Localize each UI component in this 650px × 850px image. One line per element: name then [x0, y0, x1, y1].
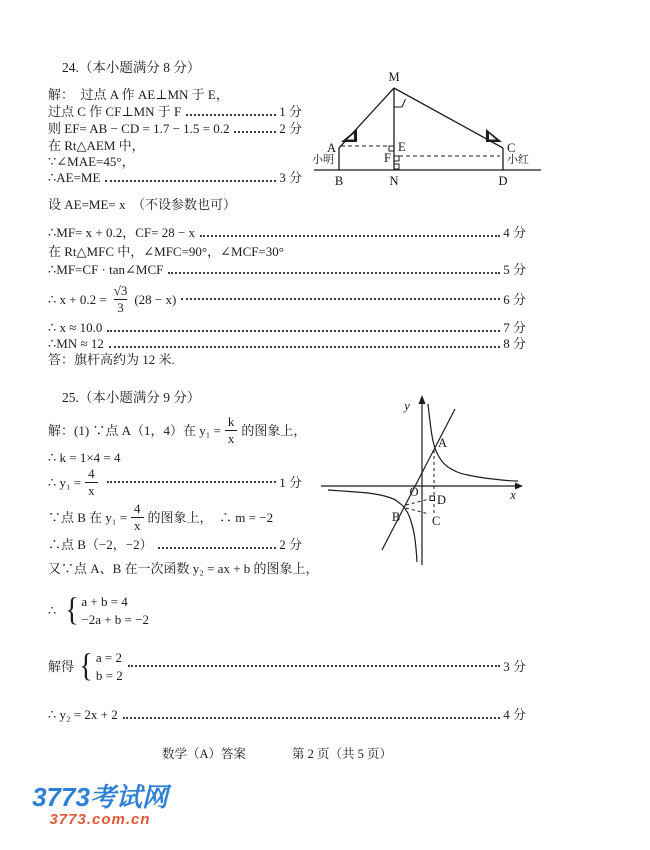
line-text: (28 − x)	[134, 291, 177, 307]
dotted-leader	[107, 481, 277, 483]
line-text: ∴ k = 1×4 = 4	[48, 450, 121, 465]
line-text: 又∵点 A、B 在一次函数 y₂ = ax + b 的图象上，	[48, 561, 319, 576]
label-point-B: B	[391, 510, 401, 524]
solution-line	[48, 153, 135, 170]
solution-line	[48, 86, 229, 103]
line-text: 在 Rt△MFC 中，∠MFC=90°，∠MCF=30°	[48, 244, 285, 259]
solution-line	[48, 103, 302, 120]
flagpole-diagram-svg	[310, 62, 545, 194]
solution-line	[48, 319, 526, 336]
solution-line-fraction	[48, 414, 306, 446]
system-equations	[96, 650, 123, 683]
line-text: 解： 过点 A 作 AE⊥MN 于 E，	[48, 87, 229, 102]
score-mark: 4 分	[503, 707, 526, 722]
solve-label: 解得	[48, 658, 75, 674]
question-24-header: 24.（本小题满分 8 分）	[62, 60, 201, 75]
fraction	[111, 284, 131, 314]
fraction	[225, 415, 238, 445]
line-text: 的图象上，	[241, 422, 307, 438]
dotted-leader	[107, 330, 500, 332]
watermark-site-domain: 3773.com.cn	[49, 811, 151, 828]
score-mark: 7 分	[503, 320, 526, 335]
line-text: ∴ x + 0.2 =	[48, 291, 107, 307]
solution-line	[48, 224, 526, 241]
label-point-C: C	[432, 514, 441, 528]
line-text: ∴ x ≈ 10.0	[48, 320, 103, 335]
dotted-leader	[200, 235, 500, 237]
score-mark: 3 分	[279, 170, 302, 185]
score-mark: 2 分	[279, 121, 302, 136]
score-mark: 1 分	[279, 474, 302, 490]
dotted-leader	[128, 665, 501, 667]
dotted-leader	[158, 547, 277, 549]
line-text: 解：(1) ∵点 A（1，4）在 y₁ =	[48, 422, 221, 438]
line-text: ∵点 B 在 y₁ =	[48, 509, 128, 525]
fraction-denominator: x	[225, 430, 238, 446]
question-25-header: 25.（本小题满分 9 分）	[62, 390, 201, 405]
dotted-leader	[105, 180, 276, 182]
equation-1: a = 2	[95, 649, 122, 665]
equation-system	[48, 588, 149, 632]
dotted-leader	[186, 114, 276, 116]
solution-line	[48, 120, 302, 137]
label-xiaoming: 小明	[312, 154, 334, 166]
line-text: 的图象上， ∴ m = −2	[147, 509, 274, 525]
footer-page-number: 第 2 页（共 5 页）	[292, 747, 393, 761]
right-angle-N	[394, 164, 399, 169]
linear-function-line	[382, 409, 455, 550]
line-text: ∴MF=CF · tan∠MCF	[48, 262, 164, 277]
y-axis-arrow	[419, 395, 426, 404]
fraction-numerator: √3	[113, 282, 128, 298]
solution-line-fraction	[48, 282, 526, 316]
equation-2: −2a + b = −2	[81, 611, 149, 627]
fraction-numerator: k	[227, 413, 235, 429]
label-B: B	[334, 174, 344, 188]
label-A: A	[326, 141, 336, 155]
label-N: N	[389, 174, 399, 188]
solution-line-fraction	[48, 466, 302, 498]
line-text: ∴点 B（−2，−2）	[48, 537, 153, 552]
label-x-axis: x	[510, 488, 516, 502]
therefore-symbol: ∴	[48, 602, 60, 618]
score-mark: 3 分	[503, 658, 526, 674]
line-text: ∴AE=ME	[48, 170, 101, 185]
footer-subject: 数学（A）答案	[162, 747, 247, 761]
dotted-leader	[168, 272, 500, 274]
function-graph	[316, 394, 528, 577]
system-equations	[81, 594, 149, 627]
clinometer-left	[341, 129, 357, 142]
label-xiaohong: 小红	[507, 154, 529, 166]
flagpole-diagram	[310, 62, 545, 199]
fraction-denominator: x	[131, 517, 144, 533]
label-F: F	[384, 151, 391, 165]
label-D: D	[498, 174, 508, 188]
solution-line	[48, 196, 236, 213]
dotted-leader	[123, 717, 501, 719]
brace: {	[79, 648, 93, 684]
solution-line	[48, 560, 319, 577]
line-text: 则 EF= AB − CD = 1.7 − 1.5 = 0.2	[48, 121, 230, 136]
label-C: C	[507, 141, 516, 155]
label-y-axis: y	[404, 399, 410, 413]
line-text: ∴MF= x + 0.2，CF= 28 − x	[48, 225, 196, 240]
fraction-denominator: 3	[114, 299, 127, 315]
right-angle-F	[394, 156, 399, 161]
equation-1: a + b = 4	[81, 593, 128, 609]
solution-line	[48, 261, 526, 278]
score-mark: 2 分	[279, 537, 302, 552]
label-point-D: D	[437, 493, 447, 507]
fraction	[131, 502, 144, 532]
dotted-leader	[234, 131, 276, 133]
solution-line	[48, 536, 302, 553]
score-mark: 5 分	[503, 262, 526, 277]
solution-line	[48, 243, 284, 260]
angle-mark-M	[394, 99, 406, 107]
score-mark: 6 分	[503, 291, 526, 307]
line-text: ∴ y₂ = 2x + 2	[48, 707, 118, 722]
dashed-B-to-C	[406, 508, 429, 514]
fraction	[85, 467, 98, 497]
x-axis-arrow	[515, 483, 523, 490]
solution-line	[48, 335, 526, 352]
clinometer-right	[486, 129, 502, 142]
score-mark: 8 分	[503, 336, 526, 351]
hyperbola-branch-q3	[328, 490, 417, 562]
page-footer	[162, 744, 392, 762]
score-mark: 1 分	[279, 104, 302, 119]
solution-line	[48, 706, 526, 723]
fraction-numerator: 4	[88, 465, 95, 481]
label-E: E	[398, 140, 406, 154]
equation-2: b = 2	[95, 667, 123, 683]
line-text: 过点 C 作 CF⊥MN 于 F	[48, 104, 182, 119]
score-mark: 4 分	[503, 225, 526, 240]
fraction-numerator: 4	[134, 500, 141, 516]
solution-line	[48, 449, 121, 466]
line-text: 在 Rt△AEM 中，	[48, 138, 145, 153]
line-text: 设 AE=ME= x （不设参数也可）	[48, 197, 236, 212]
dashed-B-to-D	[406, 499, 429, 505]
line-text: ∴MN ≈ 12	[48, 336, 104, 351]
label-M: M	[388, 70, 400, 84]
solution-line	[48, 169, 302, 186]
label-point-A: A	[438, 436, 448, 450]
solution-line	[48, 137, 145, 154]
equation-system	[48, 644, 526, 688]
line-text: ∴ y₁ =	[48, 474, 82, 490]
solution-line-fraction	[48, 501, 273, 533]
dotted-leader	[181, 298, 500, 300]
line-text: ∵∠MAE=45°，	[48, 154, 135, 169]
dotted-leader	[109, 346, 500, 348]
site-watermark	[20, 783, 180, 829]
answer-statement	[48, 351, 175, 368]
fraction-denominator: x	[85, 482, 98, 498]
brace: {	[64, 592, 79, 628]
line-text: 答：旗杆高约为 12 米.	[48, 352, 175, 367]
label-origin: O	[409, 485, 419, 499]
function-graph-svg	[316, 394, 528, 572]
point-D-marker	[430, 496, 435, 501]
watermark-site-name: 3773考试网	[32, 782, 168, 812]
